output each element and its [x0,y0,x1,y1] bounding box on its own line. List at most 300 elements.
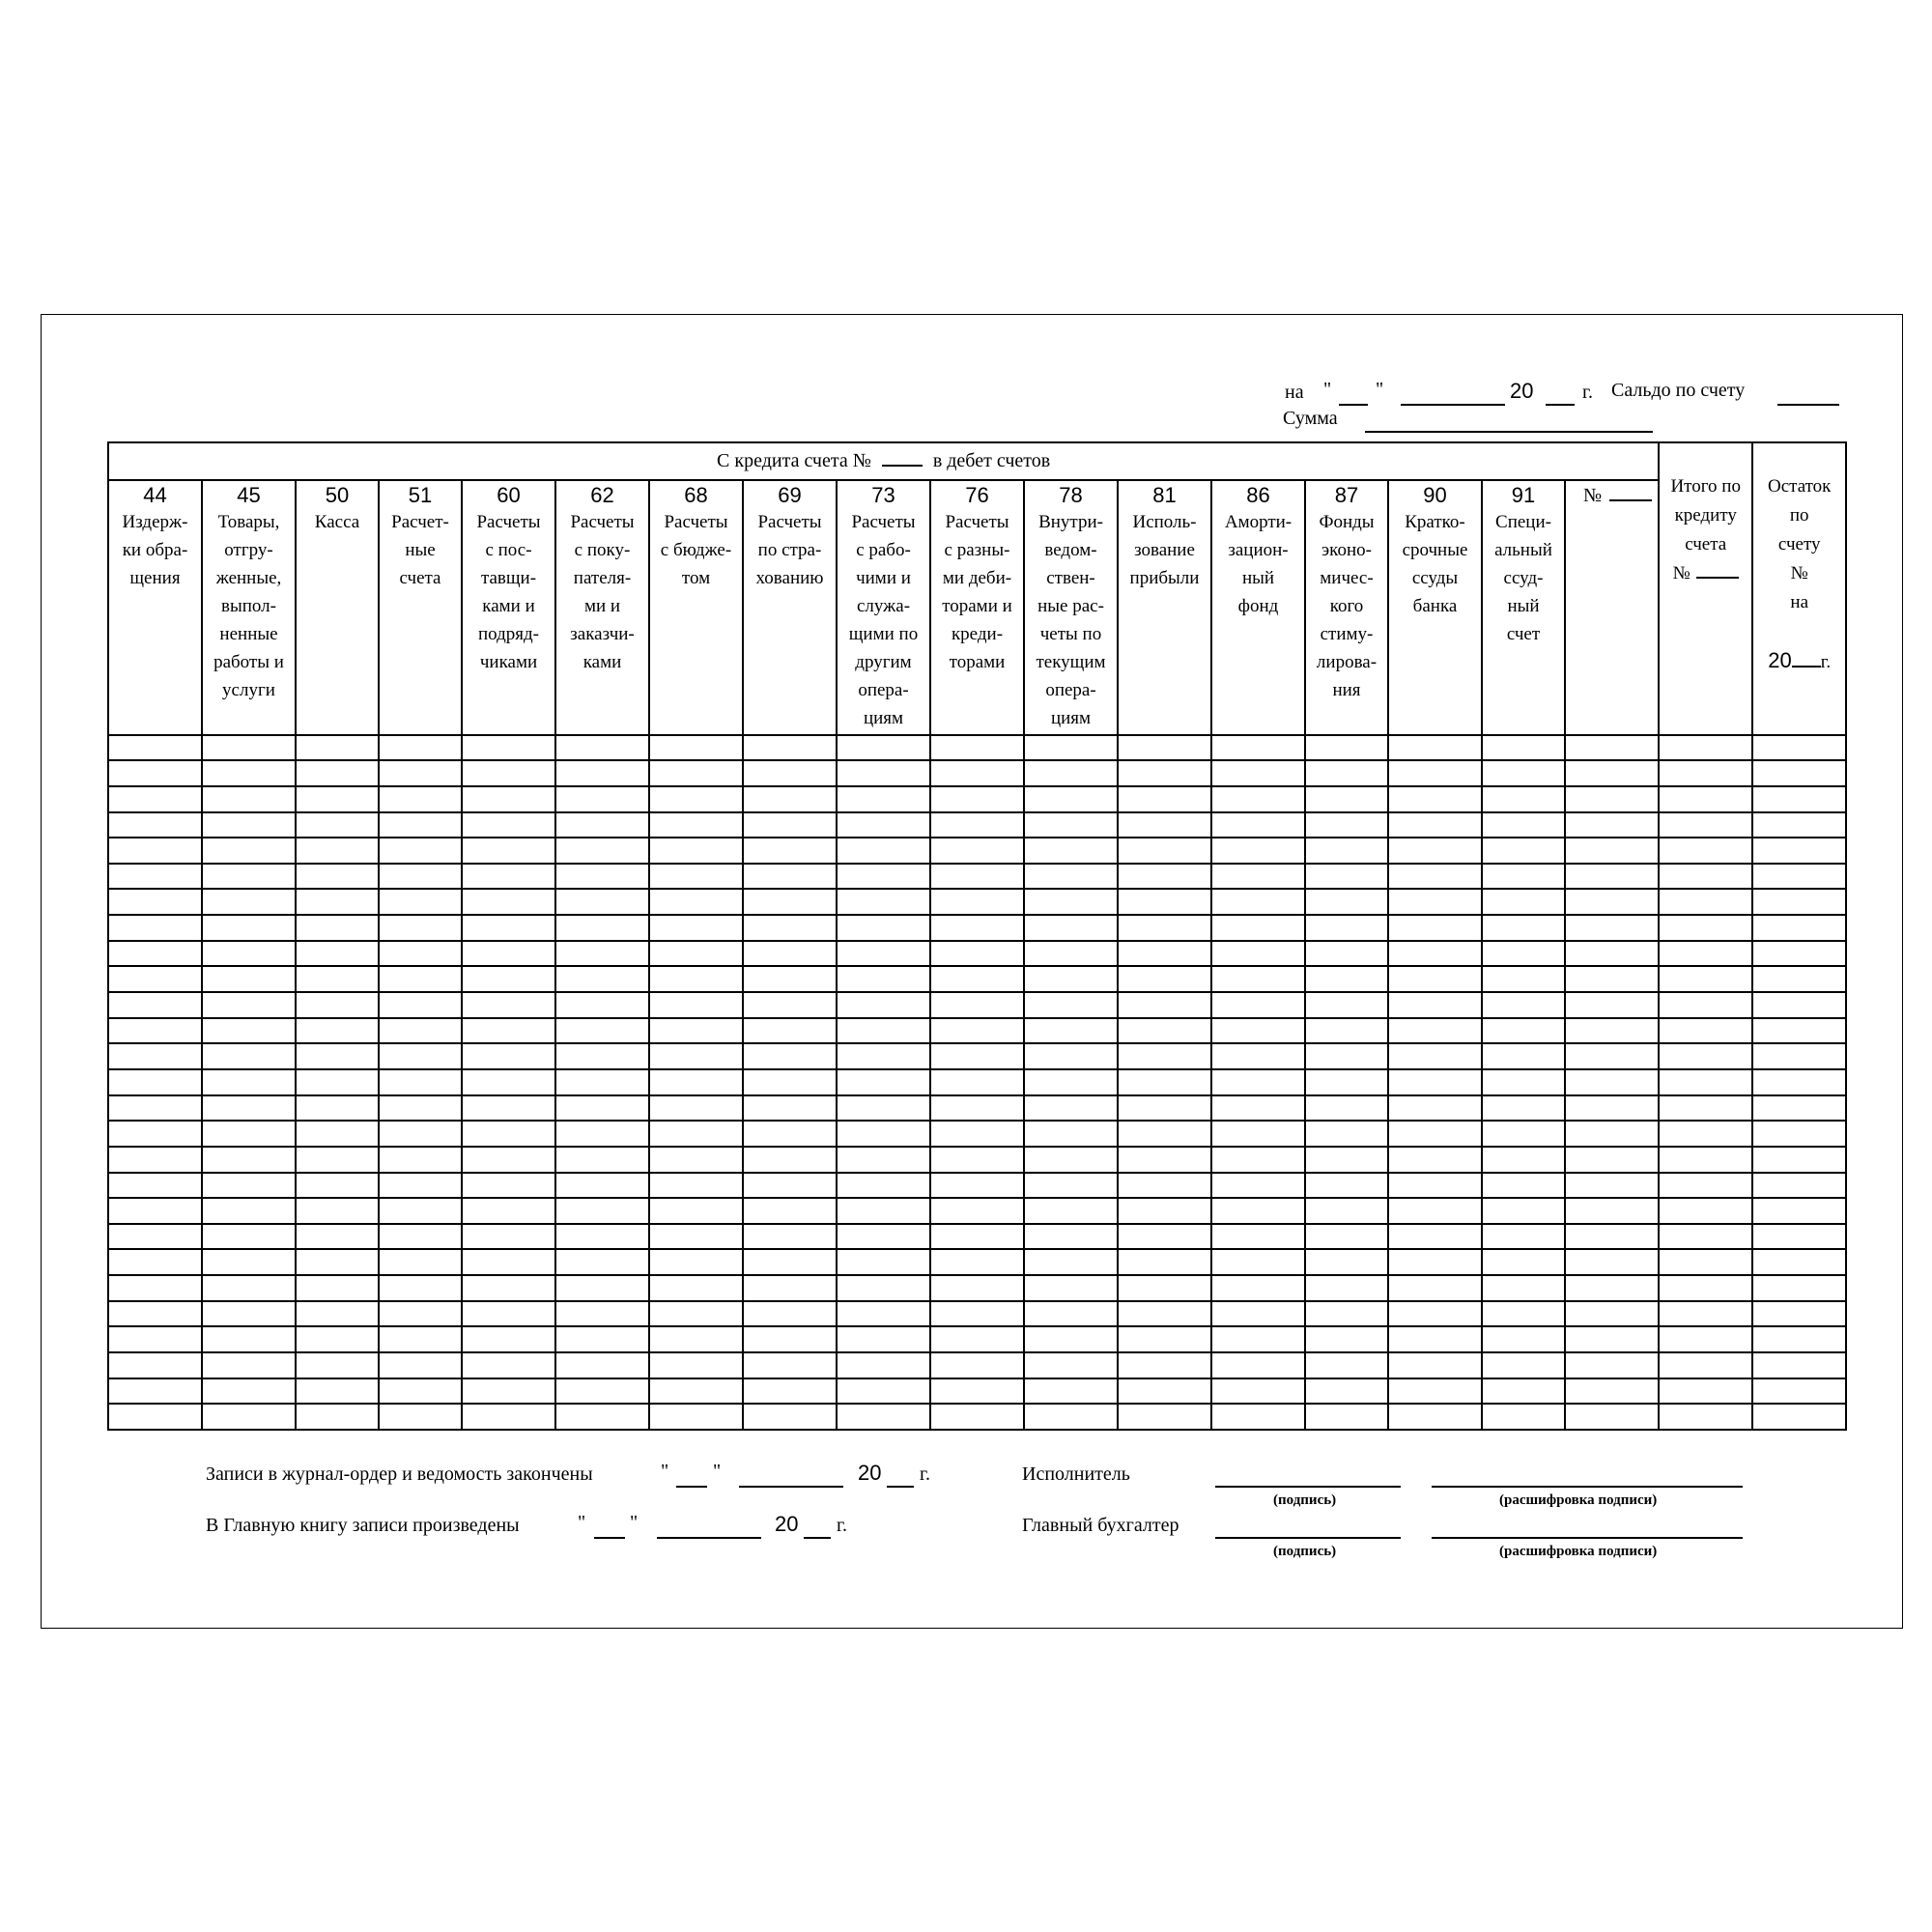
table-cell[interactable] [1388,786,1482,812]
table-cell[interactable] [1211,735,1305,761]
table-cell[interactable] [1752,1352,1846,1378]
table-cell[interactable] [555,1404,649,1430]
table-cell[interactable] [1482,1121,1565,1147]
table-cell[interactable] [202,1326,296,1352]
table-cell[interactable] [1305,915,1388,941]
table-cell[interactable] [1565,812,1659,838]
table-cell[interactable] [296,941,379,967]
table-cell[interactable] [555,1249,649,1275]
table-cell[interactable] [296,838,379,864]
table-cell[interactable] [837,735,930,761]
table-cell[interactable] [837,812,930,838]
table-cell[interactable] [202,1018,296,1044]
table-cell[interactable] [930,1095,1024,1122]
table-cell[interactable] [649,1043,743,1069]
table-cell[interactable] [1211,889,1305,915]
table-cell[interactable] [649,1224,743,1250]
table-cell[interactable] [462,1121,555,1147]
table-cell[interactable] [379,1069,462,1095]
table-cell[interactable] [1565,1198,1659,1224]
table-cell[interactable] [1659,1069,1752,1095]
footer-ledger-year-field[interactable] [804,1537,831,1539]
table-cell[interactable] [649,786,743,812]
table-cell[interactable] [1118,838,1211,864]
table-cell[interactable] [743,992,837,1018]
table-cell[interactable] [1752,1275,1846,1301]
table-cell[interactable] [555,1378,649,1405]
table-cell[interactable] [1565,1173,1659,1199]
table-cell[interactable] [930,1121,1024,1147]
table-cell[interactable] [1482,760,1565,786]
table-cell[interactable] [1305,1043,1388,1069]
table-cell[interactable] [202,1378,296,1405]
table-cell[interactable] [1024,1352,1118,1378]
table-cell[interactable] [1659,1198,1752,1224]
table-cell[interactable] [379,966,462,992]
table-cell[interactable] [930,966,1024,992]
table-cell[interactable] [1659,1224,1752,1250]
table-cell[interactable] [108,1301,202,1327]
table-cell[interactable] [202,915,296,941]
table-cell[interactable] [1482,838,1565,864]
table-cell[interactable] [1482,1173,1565,1199]
table-cell[interactable] [1211,1147,1305,1173]
table-cell[interactable] [837,1018,930,1044]
table-cell[interactable] [1565,915,1659,941]
table-cell[interactable] [379,1173,462,1199]
table-cell[interactable] [1752,915,1846,941]
table-cell[interactable] [108,1378,202,1405]
footer-ledger-month-field[interactable] [657,1537,761,1539]
table-cell[interactable] [108,864,202,890]
table-cell[interactable] [202,992,296,1018]
table-cell[interactable] [555,1069,649,1095]
table-cell[interactable] [379,1275,462,1301]
table-cell[interactable] [837,1198,930,1224]
table-cell[interactable] [462,1249,555,1275]
table-cell[interactable] [555,760,649,786]
table-cell[interactable] [837,760,930,786]
table-cell[interactable] [1752,1043,1846,1069]
table-cell[interactable] [930,864,1024,890]
table-cell[interactable] [837,786,930,812]
table-cell[interactable] [649,1198,743,1224]
table-cell[interactable] [837,1173,930,1199]
table-cell[interactable] [108,1224,202,1250]
table-cell[interactable] [1388,915,1482,941]
table-cell[interactable] [1482,992,1565,1018]
table-cell[interactable] [1024,1378,1118,1405]
table-cell[interactable] [1388,889,1482,915]
table-cell[interactable] [743,1198,837,1224]
table-cell[interactable] [1024,1173,1118,1199]
table-cell[interactable] [1388,1275,1482,1301]
table-cell[interactable] [1659,992,1752,1018]
table-cell[interactable] [379,1249,462,1275]
table-cell[interactable] [1118,1095,1211,1122]
table-cell[interactable] [1388,812,1482,838]
table-cell[interactable] [1024,760,1118,786]
table-cell[interactable] [555,838,649,864]
table-cell[interactable] [1752,1326,1846,1352]
header-saldo-account-field[interactable] [1777,404,1839,406]
table-cell[interactable] [1482,1018,1565,1044]
table-cell[interactable] [202,1352,296,1378]
table-cell[interactable] [1482,1198,1565,1224]
table-cell[interactable] [108,1147,202,1173]
table-cell[interactable] [743,941,837,967]
table-cell[interactable] [1565,760,1659,786]
table-cell[interactable] [462,1326,555,1352]
table-cell[interactable] [1659,1352,1752,1378]
table-cell[interactable] [462,889,555,915]
table-cell[interactable] [837,864,930,890]
table-cell[interactable] [1482,1043,1565,1069]
table-cell[interactable] [379,1301,462,1327]
table-cell[interactable] [837,1275,930,1301]
executor-signature-decode-field[interactable] [1432,1486,1743,1488]
table-cell[interactable] [1024,1018,1118,1044]
table-cell[interactable] [555,915,649,941]
table-cell[interactable] [202,1147,296,1173]
table-cell[interactable] [108,1404,202,1430]
table-cell[interactable] [462,1018,555,1044]
table-cell[interactable] [1305,1095,1388,1122]
table-cell[interactable] [108,1198,202,1224]
table-cell[interactable] [930,1326,1024,1352]
table-cell[interactable] [108,915,202,941]
table-cell[interactable] [1211,915,1305,941]
table-cell[interactable] [1388,1224,1482,1250]
table-cell[interactable] [1024,992,1118,1018]
table-cell[interactable] [379,992,462,1018]
table-cell[interactable] [930,735,1024,761]
table-cell[interactable] [1565,889,1659,915]
table-cell[interactable] [743,1173,837,1199]
table-cell[interactable] [108,1249,202,1275]
table-cell[interactable] [1118,1043,1211,1069]
table-cell[interactable] [930,1224,1024,1250]
table-cell[interactable] [743,1121,837,1147]
table-cell[interactable] [1659,735,1752,761]
table-cell[interactable] [555,966,649,992]
table-cell[interactable] [1659,1095,1752,1122]
table-cell[interactable] [1752,1069,1846,1095]
table-cell[interactable] [930,1069,1024,1095]
table-cell[interactable] [1565,1018,1659,1044]
table-cell[interactable] [296,1326,379,1352]
table-cell[interactable] [202,1043,296,1069]
table-cell[interactable] [108,941,202,967]
table-cell[interactable] [296,1198,379,1224]
table-cell[interactable] [1024,838,1118,864]
table-cell[interactable] [837,992,930,1018]
table-cell[interactable] [555,812,649,838]
table-cell[interactable] [1659,1326,1752,1352]
table-cell[interactable] [202,1198,296,1224]
header-year-field[interactable] [1546,404,1575,406]
table-cell[interactable] [555,1147,649,1173]
table-cell[interactable] [1305,966,1388,992]
table-cell[interactable] [1211,838,1305,864]
table-cell[interactable] [743,1043,837,1069]
table-cell[interactable] [1565,992,1659,1018]
table-cell[interactable] [1305,812,1388,838]
ostatok-year-field[interactable] [1792,666,1821,668]
table-cell[interactable] [1659,760,1752,786]
table-cell[interactable] [743,1018,837,1044]
table-cell[interactable] [462,1301,555,1327]
table-cell[interactable] [555,941,649,967]
table-cell[interactable] [837,1326,930,1352]
table-cell[interactable] [743,1326,837,1352]
table-cell[interactable] [1565,941,1659,967]
table-cell[interactable] [743,786,837,812]
table-cell[interactable] [1118,1326,1211,1352]
table-cell[interactable] [1482,864,1565,890]
table-cell[interactable] [108,786,202,812]
table-cell[interactable] [462,915,555,941]
table-cell[interactable] [1118,786,1211,812]
table-cell[interactable] [1211,1301,1305,1327]
table-cell[interactable] [1305,1404,1388,1430]
table-cell[interactable] [108,1352,202,1378]
table-cell[interactable] [202,1275,296,1301]
table-cell[interactable] [202,966,296,992]
table-cell[interactable] [1024,1043,1118,1069]
table-cell[interactable] [462,1069,555,1095]
table-cell[interactable] [837,1147,930,1173]
table-cell[interactable] [1211,812,1305,838]
table-cell[interactable] [1211,941,1305,967]
table-cell[interactable] [649,1352,743,1378]
table-cell[interactable] [837,966,930,992]
table-cell[interactable] [202,735,296,761]
table-cell[interactable] [296,1173,379,1199]
table-cell[interactable] [296,1147,379,1173]
table-cell[interactable] [1118,1121,1211,1147]
table-cell[interactable] [296,786,379,812]
extra-column-account-field[interactable] [1609,499,1652,501]
table-cell[interactable] [743,812,837,838]
table-cell[interactable] [649,992,743,1018]
table-cell[interactable] [1305,760,1388,786]
table-cell[interactable] [837,838,930,864]
table-cell[interactable] [379,1224,462,1250]
table-cell[interactable] [1118,941,1211,967]
table-cell[interactable] [930,812,1024,838]
table-cell[interactable] [1482,786,1565,812]
table-cell[interactable] [1752,889,1846,915]
table-cell[interactable] [379,915,462,941]
table-cell[interactable] [1305,1198,1388,1224]
table-cell[interactable] [743,889,837,915]
table-cell[interactable] [930,1147,1024,1173]
table-cell[interactable] [462,1404,555,1430]
table-cell[interactable] [1388,992,1482,1018]
table-cell[interactable] [649,864,743,890]
table-cell[interactable] [462,992,555,1018]
table-cell[interactable] [555,992,649,1018]
table-cell[interactable] [379,889,462,915]
table-cell[interactable] [462,786,555,812]
table-cell[interactable] [555,735,649,761]
table-cell[interactable] [1482,889,1565,915]
table-cell[interactable] [1659,941,1752,967]
table-cell[interactable] [1211,1249,1305,1275]
table-cell[interactable] [930,786,1024,812]
table-cell[interactable] [1118,1404,1211,1430]
table-cell[interactable] [1659,838,1752,864]
table-cell[interactable] [379,1352,462,1378]
table-cell[interactable] [649,1121,743,1147]
table-cell[interactable] [1024,1224,1118,1250]
table-cell[interactable] [462,1275,555,1301]
table-cell[interactable] [1024,889,1118,915]
table-cell[interactable] [1211,1121,1305,1147]
table-cell[interactable] [462,1147,555,1173]
table-cell[interactable] [649,1249,743,1275]
table-cell[interactable] [1565,1043,1659,1069]
table-cell[interactable] [555,1121,649,1147]
table-cell[interactable] [1211,966,1305,992]
table-cell[interactable] [1388,735,1482,761]
table-cell[interactable] [296,1249,379,1275]
table-cell[interactable] [1388,1043,1482,1069]
footer-records-day-field[interactable] [676,1486,707,1488]
table-cell[interactable] [1211,1198,1305,1224]
table-cell[interactable] [1565,1275,1659,1301]
table-cell[interactable] [1305,838,1388,864]
table-cell[interactable] [1305,786,1388,812]
table-cell[interactable] [930,992,1024,1018]
table-cell[interactable] [1305,1301,1388,1327]
table-cell[interactable] [202,1224,296,1250]
table-cell[interactable] [930,838,1024,864]
table-cell[interactable] [379,760,462,786]
table-cell[interactable] [649,966,743,992]
table-cell[interactable] [1388,1301,1482,1327]
table-cell[interactable] [1565,1301,1659,1327]
table-cell[interactable] [1482,915,1565,941]
table-cell[interactable] [837,1249,930,1275]
table-cell[interactable] [1482,1301,1565,1327]
table-cell[interactable] [1565,1224,1659,1250]
table-cell[interactable] [555,864,649,890]
table-cell[interactable] [462,966,555,992]
table-cell[interactable] [837,915,930,941]
header-day-field[interactable] [1339,404,1368,406]
table-cell[interactable] [1388,1198,1482,1224]
table-cell[interactable] [202,889,296,915]
itogo-account-field[interactable] [1696,577,1739,579]
table-cell[interactable] [1388,1018,1482,1044]
table-cell[interactable] [1482,1275,1565,1301]
table-cell[interactable] [1211,1224,1305,1250]
table-cell[interactable] [1482,1095,1565,1122]
table-cell[interactable] [108,1173,202,1199]
table-cell[interactable] [1565,786,1659,812]
table-cell[interactable] [1211,1069,1305,1095]
table-cell[interactable] [202,786,296,812]
table-cell[interactable] [462,1224,555,1250]
table-cell[interactable] [1024,735,1118,761]
table-cell[interactable] [296,1121,379,1147]
table-cell[interactable] [296,1018,379,1044]
table-cell[interactable] [1659,1043,1752,1069]
table-cell[interactable] [555,1173,649,1199]
table-cell[interactable] [1118,966,1211,992]
table-cell[interactable] [649,735,743,761]
table-cell[interactable] [1118,1069,1211,1095]
table-cell[interactable] [555,1198,649,1224]
table-cell[interactable] [1305,1275,1388,1301]
table-cell[interactable] [743,1378,837,1405]
table-cell[interactable] [1118,812,1211,838]
table-cell[interactable] [1482,812,1565,838]
table-cell[interactable] [1024,1147,1118,1173]
table-cell[interactable] [462,760,555,786]
table-cell[interactable] [743,966,837,992]
table-cell[interactable] [1118,1249,1211,1275]
table-cell[interactable] [202,864,296,890]
table-cell[interactable] [202,1301,296,1327]
table-cell[interactable] [202,941,296,967]
table-cell[interactable] [1118,889,1211,915]
table-cell[interactable] [1659,1249,1752,1275]
table-cell[interactable] [1752,812,1846,838]
table-cell[interactable] [1118,1352,1211,1378]
table-cell[interactable] [649,1095,743,1122]
table-cell[interactable] [202,838,296,864]
table-cell[interactable] [1305,1378,1388,1405]
table-cell[interactable] [1211,1352,1305,1378]
table-cell[interactable] [1305,889,1388,915]
table-cell[interactable] [296,735,379,761]
table-cell[interactable] [1024,864,1118,890]
table-cell[interactable] [837,1224,930,1250]
table-cell[interactable] [379,864,462,890]
table-cell[interactable] [1388,1121,1482,1147]
table-cell[interactable] [743,1095,837,1122]
table-cell[interactable] [296,1352,379,1378]
table-cell[interactable] [108,889,202,915]
table-cell[interactable] [1118,735,1211,761]
table-cell[interactable] [1565,735,1659,761]
table-cell[interactable] [1482,735,1565,761]
table-cell[interactable] [462,812,555,838]
table-cell[interactable] [555,786,649,812]
table-cell[interactable] [1024,1198,1118,1224]
table-cell[interactable] [1305,864,1388,890]
table-cell[interactable] [1752,1147,1846,1173]
table-cell[interactable] [296,992,379,1018]
table-cell[interactable] [743,1404,837,1430]
table-cell[interactable] [1388,1147,1482,1173]
table-cell[interactable] [930,1378,1024,1405]
table-cell[interactable] [1482,1224,1565,1250]
table-cell[interactable] [108,1326,202,1352]
table-cell[interactable] [930,915,1024,941]
table-cell[interactable] [296,889,379,915]
table-cell[interactable] [296,1404,379,1430]
table-cell[interactable] [1565,1095,1659,1122]
table-cell[interactable] [1482,1404,1565,1430]
table-cell[interactable] [1024,915,1118,941]
table-cell[interactable] [108,1275,202,1301]
table-cell[interactable] [202,1095,296,1122]
table-cell[interactable] [1118,915,1211,941]
